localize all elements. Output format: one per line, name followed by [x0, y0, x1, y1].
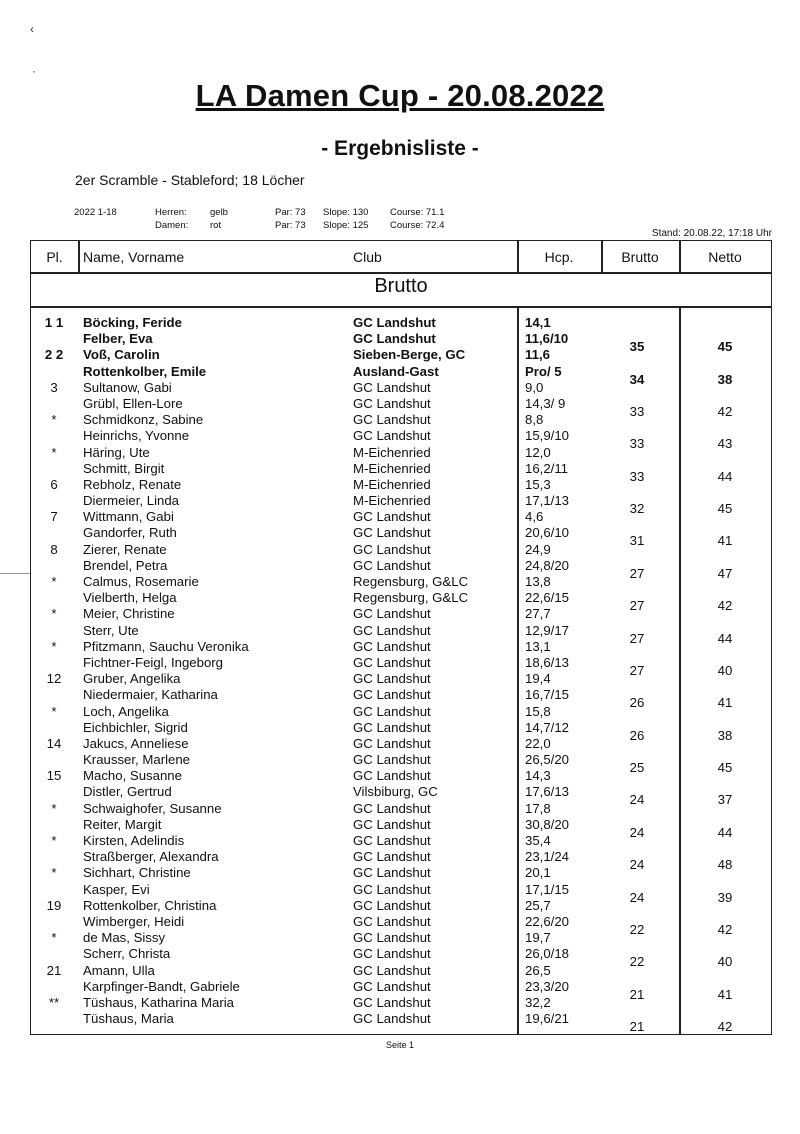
cell-name: Meier, Christine	[83, 606, 175, 622]
cell-place: *	[51, 800, 57, 816]
cell-club: GC Landshut	[353, 638, 431, 654]
cell-netto: 42	[717, 1019, 733, 1035]
cell-place: *	[51, 865, 57, 881]
cell-place: 21	[46, 962, 62, 978]
cell-place: *	[51, 703, 57, 719]
cell-name: Amann, Ulla	[83, 962, 155, 978]
cell-name: Böcking, Feride	[83, 315, 182, 330]
cell-club: M-Eichenried	[353, 444, 431, 460]
cell-place: 6	[50, 476, 58, 492]
cell-name: Niedermaier, Katharina	[83, 687, 218, 703]
table-row	[31, 477, 771, 493]
cell-name: Straßberger, Alexandra	[83, 849, 219, 865]
cell-name: Karpfinger-Bandt, Gabriele	[83, 978, 240, 994]
cell-name: Kirsten, Adelindis	[83, 833, 185, 848]
cell-name: Brendel, Petra	[83, 557, 168, 573]
scan-mark-top: ‹	[30, 22, 34, 36]
damen-course: Course: 72.4	[390, 220, 445, 231]
cell-netto: 40	[717, 954, 733, 970]
herren-slope: Slope: 130	[323, 207, 369, 218]
cell-place: 3	[50, 379, 58, 395]
table-row	[31, 913, 771, 937]
cell-hcp: 22,6/15	[525, 590, 569, 606]
cell-club: GC Landshut	[353, 622, 431, 638]
cell-hcp: 26,5	[525, 962, 551, 978]
cell-hcp: 11,6	[525, 347, 550, 363]
cell-brutto: 24	[629, 824, 645, 840]
cell-club: GC Landshut	[353, 833, 431, 848]
table-row	[31, 865, 771, 881]
cell-club: GC Landshut	[353, 703, 431, 719]
cell-hcp: 13,1	[525, 638, 551, 654]
cell-brutto: 21	[629, 1019, 645, 1035]
cell-hcp: 14,7/12	[525, 719, 569, 735]
cell-name: Krausser, Marlene	[83, 752, 191, 768]
cell-club: GC Landshut	[353, 541, 431, 557]
header-name: Name, Vorname	[83, 249, 185, 265]
cell-name: Reiter, Margit	[83, 816, 162, 832]
cell-hcp: 22,0	[525, 735, 551, 751]
herren-color: gelb	[210, 207, 228, 218]
cell-place: *	[51, 930, 57, 946]
page-title: LA Damen Cup - 20.08.2022	[195, 78, 605, 113]
table-row	[31, 557, 771, 581]
cell-brutto: 33	[629, 403, 645, 419]
cell-hcp: 19,4	[525, 671, 551, 687]
damen-slope: Slope: 125	[323, 220, 369, 231]
cell-club: M-Eichenried	[353, 460, 431, 476]
cell-hcp: 15,8	[525, 703, 551, 719]
cell-club: GC Landshut	[353, 687, 431, 703]
cell-hcp: 23,3/20	[525, 978, 569, 994]
cell-hcp: 24,8/20	[525, 557, 569, 573]
stand-timestamp: Stand: 20.08.22, 17:18 Uhr	[651, 228, 772, 239]
cell-club: Vilsbiburg, GC	[353, 784, 438, 800]
cell-netto: 42	[717, 598, 733, 614]
table-row	[31, 509, 771, 525]
cell-hcp: 18,6/13	[525, 654, 569, 670]
cell-netto: 38	[717, 727, 733, 743]
cell-hcp: 14,1	[525, 315, 551, 330]
scan-smudge	[0, 573, 30, 574]
table-row	[31, 380, 771, 396]
cell-netto: 38	[717, 371, 733, 387]
cell-hcp: 17,1/15	[525, 881, 569, 897]
cell-club: GC Landshut	[353, 962, 431, 978]
table-row	[31, 930, 771, 946]
cell-hcp: 25,7	[525, 897, 551, 913]
cell-hcp: 16,7/15	[525, 687, 569, 703]
cell-hcp: 22,6/20	[525, 913, 569, 929]
cell-name: Sultanow, Gabi	[83, 379, 172, 395]
cell-place: 14	[46, 735, 62, 751]
cell-name: Tüshaus, Maria	[83, 1011, 174, 1027]
cell-brutto: 35	[629, 339, 645, 355]
cell-hcp: 4,6	[525, 509, 544, 525]
cell-hcp: 17,1/13	[525, 493, 569, 509]
cell-club: GC Landshut	[353, 768, 431, 784]
header-brutto: Brutto	[621, 249, 659, 265]
cell-netto: 41	[717, 695, 733, 711]
cell-club: GC Landshut	[353, 849, 431, 865]
cell-club: GC Landshut	[353, 331, 436, 347]
table-row	[31, 995, 771, 1011]
results-table	[30, 240, 772, 1035]
cell-brutto: 27	[629, 662, 645, 678]
table-row	[31, 963, 771, 979]
table-row	[31, 315, 771, 331]
table-row	[31, 704, 771, 720]
table-row	[31, 654, 771, 678]
cell-club: GC Landshut	[353, 735, 431, 751]
cell-name: Schwaighofer, Susanne	[83, 800, 222, 816]
cell-name: Gandorfer, Ruth	[83, 525, 177, 541]
cell-brutto: 34	[629, 371, 645, 387]
herren-course: Course: 71.1	[390, 207, 445, 218]
damen-color: rot	[210, 220, 222, 231]
cell-brutto: 27	[629, 630, 645, 646]
cell-place: *	[51, 574, 57, 589]
cell-hcp: 27,7	[525, 606, 551, 622]
cell-name: Häring, Ute	[83, 444, 150, 460]
cell-name: Pfitzmann, Sauchu Veronika	[83, 638, 249, 654]
cell-netto: 42	[717, 403, 733, 419]
cell-club: GC Landshut	[353, 557, 431, 573]
cell-hcp: 19,6/21	[525, 1011, 569, 1027]
cell-brutto: 26	[629, 695, 645, 711]
cell-name: Heinrichs, Yvonne	[83, 428, 190, 444]
table-row	[31, 816, 771, 840]
cell-hcp: 15,3	[525, 476, 551, 492]
cell-netto: 44	[717, 630, 733, 646]
cell-place: 15	[46, 768, 62, 784]
cell-brutto: 27	[629, 565, 645, 581]
cell-hcp: 13,8	[525, 574, 551, 589]
cell-netto: 45	[717, 760, 733, 776]
cell-place: 12	[46, 671, 62, 687]
cell-netto: 44	[717, 468, 733, 484]
cell-club: GC Landshut	[353, 865, 431, 881]
cell-club: GC Landshut	[353, 800, 431, 816]
cell-netto: 45	[717, 501, 733, 517]
cell-brutto: 27	[629, 598, 645, 614]
cell-name: Jakucs, Anneliese	[83, 735, 189, 751]
cell-netto: 40	[717, 662, 733, 678]
table-row	[31, 395, 771, 419]
cell-name: Scherr, Christa	[83, 946, 171, 962]
cell-hcp: 16,2/11	[525, 460, 569, 476]
header-netto: Netto	[708, 249, 742, 265]
cell-hcp: 30,8/20	[525, 816, 569, 832]
cell-club: GC Landshut	[353, 606, 431, 622]
cell-club: M-Eichenried	[353, 493, 431, 509]
cell-brutto: 22	[629, 954, 645, 970]
cell-brutto: 33	[629, 436, 645, 452]
cell-hcp: 32,2	[525, 994, 551, 1010]
damen-label: Damen:	[155, 220, 189, 231]
cell-club: GC Landshut	[353, 671, 431, 687]
cell-name: Calmus, Rosemarie	[83, 574, 199, 589]
cell-hcp: 19,7	[525, 930, 551, 946]
cell-hcp: 11,6/10	[525, 331, 569, 347]
cell-name: Voß, Carolin	[83, 347, 160, 363]
cell-hcp: Pro/ 5	[525, 363, 562, 379]
cell-netto: 47	[717, 565, 733, 581]
cell-place: *	[51, 412, 57, 428]
cell-club: GC Landshut	[353, 428, 431, 444]
cell-hcp: 15,9/10	[525, 428, 569, 444]
year-holes: 2022 1-18	[74, 207, 117, 218]
cell-brutto: 26	[629, 727, 645, 743]
cell-place: 19	[46, 897, 62, 913]
cell-place: 1 1	[44, 315, 64, 330]
table-row	[31, 412, 771, 428]
cell-netto: 39	[717, 889, 733, 905]
cell-club: Sieben-Berge, GC	[353, 347, 466, 363]
cell-hcp: 23,1/24	[525, 849, 569, 865]
cell-club: GC Landshut	[353, 881, 431, 897]
scan-mark-dot: ·	[32, 64, 36, 78]
cell-club: GC Landshut	[353, 315, 436, 330]
cell-name: Macho, Susanne	[83, 768, 182, 784]
cell-hcp: 24,9	[525, 541, 551, 557]
cell-name: Grübl, Ellen-Lore	[83, 395, 183, 411]
cell-name: Fichtner-Feigl, Ingeborg	[83, 654, 224, 670]
cell-place: *	[51, 638, 57, 654]
table-row	[31, 347, 771, 363]
cell-netto: 45	[717, 339, 733, 355]
herren-par: Par: 73	[275, 207, 306, 218]
cell-name: Tüshaus, Katharina Maria	[83, 994, 234, 1010]
cell-hcp: 12,9/17	[525, 622, 569, 638]
game-mode: 2er Scramble - Stableford; 18 Löcher	[75, 172, 305, 188]
table-row	[31, 801, 771, 817]
table-row	[31, 445, 771, 461]
cell-club: GC Landshut	[353, 816, 431, 832]
header-pl: Pl.	[46, 249, 63, 265]
cell-club: GC Landshut	[353, 930, 431, 946]
cell-hcp: 17,8	[525, 800, 551, 816]
table-row	[31, 574, 771, 590]
cell-name: Schmitt, Birgit	[83, 460, 165, 476]
cell-brutto: 24	[629, 889, 645, 905]
table-row	[31, 542, 771, 558]
cell-club: GC Landshut	[353, 412, 431, 428]
cell-name: Sterr, Ute	[83, 622, 139, 638]
table-row	[31, 639, 771, 655]
cell-club: GC Landshut	[353, 379, 431, 395]
cell-club: M-Eichenried	[353, 476, 431, 492]
cell-club: GC Landshut	[353, 897, 431, 913]
cell-club: Regensburg, G&LC	[353, 590, 469, 606]
cell-place: *	[51, 606, 57, 622]
cell-brutto: 24	[629, 857, 645, 873]
cell-brutto: 24	[629, 792, 645, 808]
cell-hcp: 26,0/18	[525, 946, 569, 962]
cell-club: Ausland-Gast	[353, 363, 439, 379]
table-row	[31, 671, 771, 687]
cell-club: GC Landshut	[353, 719, 431, 735]
cell-name: Rottenkolber, Emile	[83, 363, 207, 379]
cell-club: GC Landshut	[353, 395, 431, 411]
cell-netto: 42	[717, 921, 733, 937]
table-row	[31, 898, 771, 914]
page-footer: Seite 1	[385, 1040, 415, 1050]
cell-netto: 37	[717, 792, 733, 808]
table-row	[31, 768, 771, 784]
cell-hcp: 20,1	[525, 865, 551, 881]
cell-brutto: 21	[629, 986, 645, 1002]
cell-hcp: 20,6/10	[525, 525, 569, 541]
cell-place: *	[51, 444, 57, 460]
cell-brutto: 25	[629, 760, 645, 776]
cell-hcp: 17,6/13	[525, 784, 569, 800]
table-row	[31, 833, 771, 849]
cell-club: GC Landshut	[353, 752, 431, 768]
damen-par: Par: 73	[275, 220, 306, 231]
cell-hcp: 35,4	[525, 833, 551, 848]
cell-place: **	[48, 994, 60, 1010]
cell-name: Felber, Eva	[83, 331, 153, 347]
cell-club: GC Landshut	[353, 1011, 431, 1027]
cell-name: Rebholz, Renate	[83, 476, 182, 492]
cell-club: GC Landshut	[353, 978, 431, 994]
cell-name: Kasper, Evi	[83, 881, 150, 897]
cell-club: GC Landshut	[353, 525, 431, 541]
cell-hcp: 14,3	[525, 768, 551, 784]
cell-netto: 43	[717, 436, 733, 452]
cell-netto: 44	[717, 824, 733, 840]
table-row	[31, 1011, 771, 1035]
cell-netto: 41	[717, 986, 733, 1002]
cell-netto: 48	[717, 857, 733, 873]
header-hcp: Hcp.	[544, 249, 574, 265]
cell-name: Gruber, Angelika	[83, 671, 181, 687]
results-rows	[31, 315, 771, 1035]
cell-name: Loch, Angelika	[83, 703, 169, 719]
cell-hcp: 14,3/ 9	[525, 395, 566, 411]
cell-name: Vielberth, Helga	[83, 590, 177, 606]
cell-brutto: 31	[629, 533, 645, 549]
cell-place: 7	[50, 509, 58, 525]
cell-club: GC Landshut	[353, 654, 431, 670]
cell-place: *	[51, 833, 57, 848]
cell-name: Rottenkolber, Christina	[83, 897, 217, 913]
cell-name: Schmidkonz, Sabine	[83, 412, 204, 428]
table-row	[31, 736, 771, 752]
cell-name: Distler, Gertrud	[83, 784, 172, 800]
cell-brutto: 33	[629, 468, 645, 484]
table-row	[31, 606, 771, 622]
cell-club: GC Landshut	[353, 913, 431, 929]
cell-name: Eichbichler, Sigrid	[83, 719, 188, 735]
header-club: Club	[353, 249, 382, 265]
cell-hcp: 12,0	[525, 444, 551, 460]
section-title: Brutto	[374, 275, 428, 297]
cell-name: Sichhart, Christine	[83, 865, 191, 881]
cell-hcp: 8,8	[525, 412, 544, 428]
cell-name: Wittmann, Gabi	[83, 509, 174, 525]
cell-netto: 41	[717, 533, 733, 549]
cell-place: 8	[50, 541, 58, 557]
cell-name: Zierer, Renate	[83, 541, 167, 557]
cell-hcp: 26,5/20	[525, 752, 569, 768]
cell-brutto: 22	[629, 921, 645, 937]
cell-club: GC Landshut	[353, 509, 431, 525]
cell-name: Diermeier, Linda	[83, 493, 180, 509]
cell-brutto: 32	[629, 501, 645, 517]
cell-name: de Mas, Sissy	[83, 930, 166, 946]
cell-club: Regensburg, G&LC	[353, 574, 469, 589]
herren-label: Herren:	[155, 207, 187, 218]
cell-hcp: 9,0	[525, 379, 544, 395]
cell-club: GC Landshut	[353, 994, 431, 1010]
cell-name: Wimberger, Heidi	[83, 913, 185, 929]
cell-club: GC Landshut	[353, 946, 431, 962]
page-subtitle: - Ergebnisliste -	[321, 137, 479, 160]
cell-place: 2 2	[44, 347, 64, 363]
